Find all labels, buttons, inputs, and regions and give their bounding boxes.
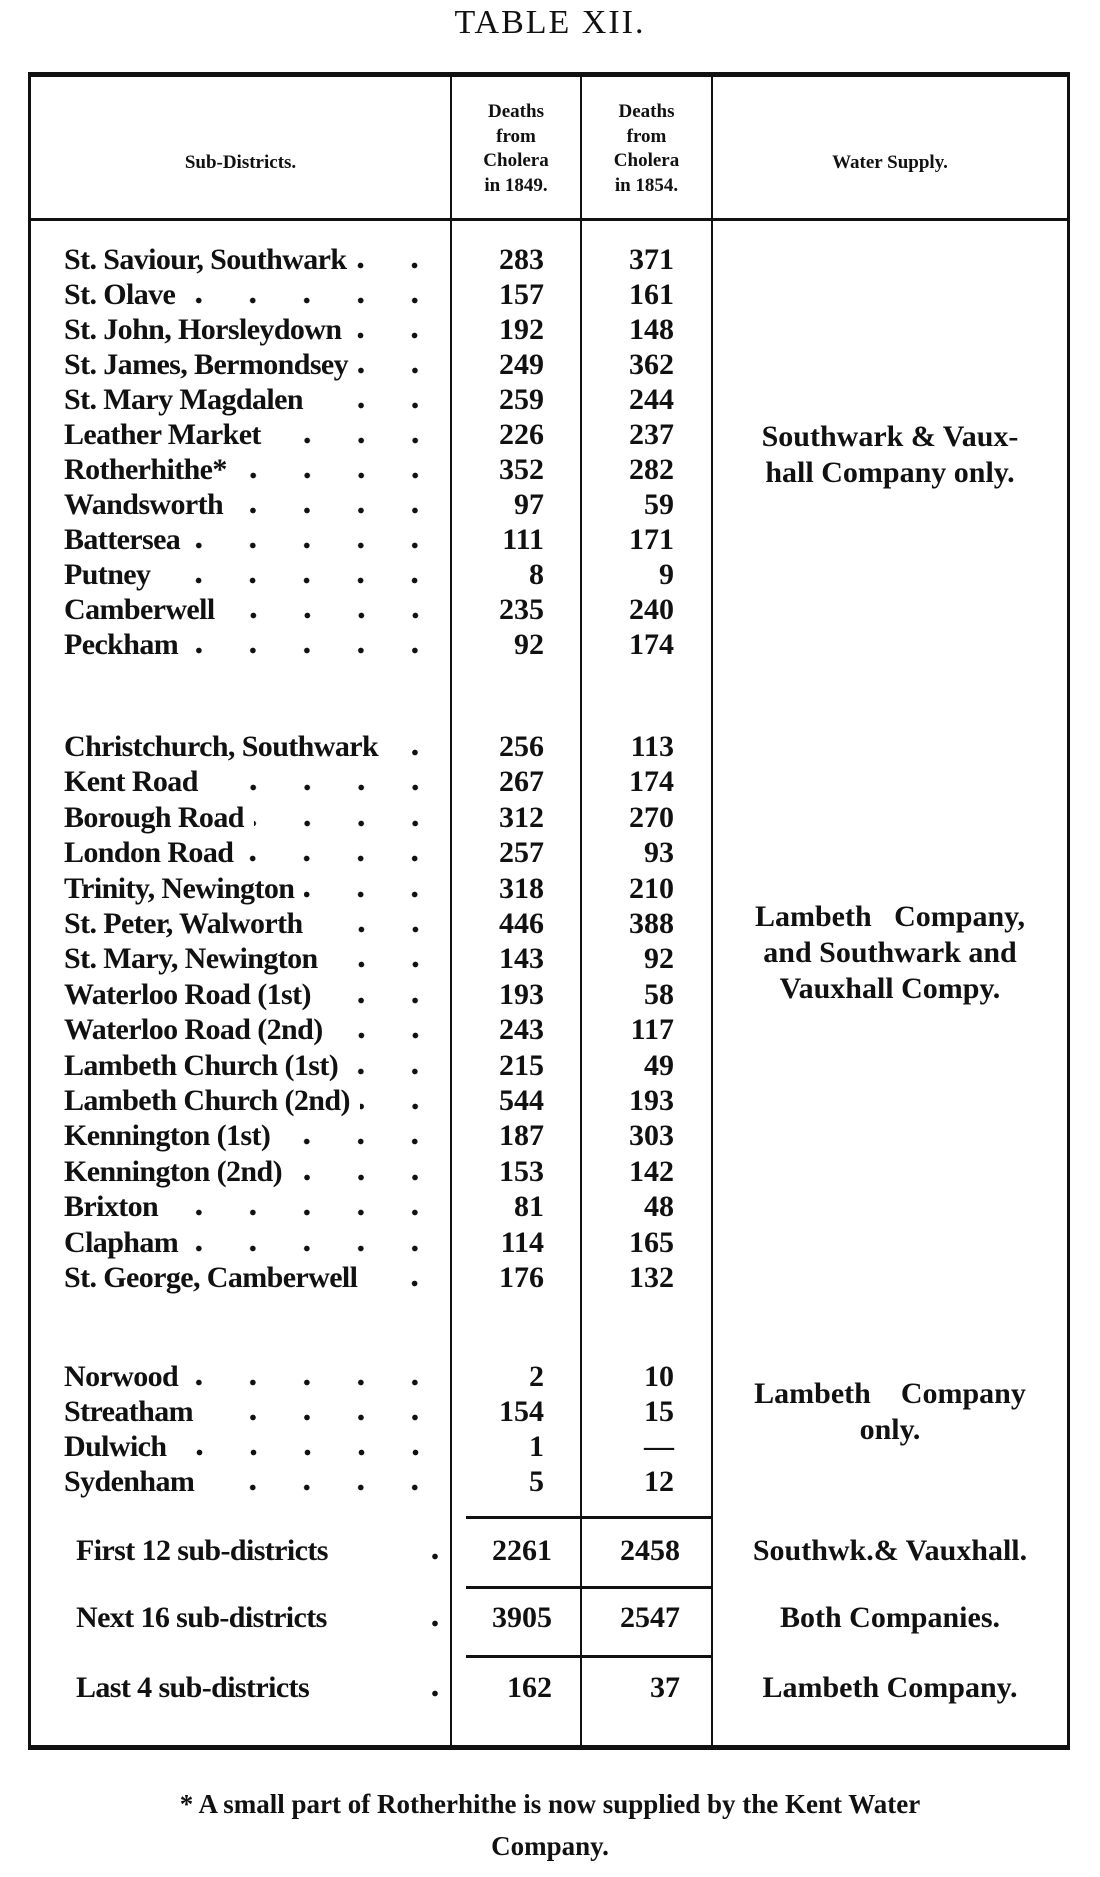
sub-district-name	[64, 800, 442, 835]
dot-leader	[225, 592, 442, 627]
sub-district-label: Peckham	[64, 628, 179, 661]
deaths-1849: 226	[499, 418, 544, 451]
table-row	[0, 242, 1100, 277]
sub-district-label: Leather Market	[64, 418, 261, 451]
table-row	[0, 1012, 1100, 1047]
deaths-1849: 352	[499, 453, 544, 486]
footnote-line: Company.	[491, 1831, 609, 1861]
deaths-1849: 318	[499, 871, 544, 905]
deaths-1854: 362	[629, 348, 674, 381]
deaths-1854: 282	[629, 453, 674, 486]
dot-leader	[328, 941, 442, 976]
dot-leader	[243, 835, 442, 870]
table-row	[0, 382, 1100, 417]
deaths-1849: 267	[499, 765, 544, 799]
table-row	[0, 347, 1100, 382]
table-row	[0, 800, 1100, 835]
dot-leader	[188, 1225, 442, 1260]
total-1849: 2261	[492, 1534, 552, 1567]
header-line: Deaths	[618, 101, 675, 122]
dot-leader	[313, 906, 442, 941]
sub-district-name	[64, 941, 442, 976]
header-line: from	[496, 125, 536, 147]
sub-district-label: Clapham	[64, 1225, 179, 1259]
dot-leader	[333, 1012, 442, 1047]
deaths-1854: 237	[629, 418, 674, 451]
sub-district-label: Lambeth Church (1st)	[64, 1048, 339, 1082]
deaths-1849: 283	[499, 243, 544, 276]
deaths-1854: 171	[629, 523, 674, 556]
deaths-1854: 10	[644, 1360, 674, 1393]
table-row	[0, 729, 1100, 764]
table-row	[0, 1118, 1100, 1153]
table-row	[0, 557, 1100, 592]
deaths-1854: 244	[629, 383, 674, 416]
sub-district-name	[64, 1118, 442, 1153]
water-supply-line: and Southwark and	[763, 936, 1017, 969]
sub-district-name	[64, 1083, 442, 1118]
total-water-supply: Southwk.& Vauxhall.	[752, 1534, 1028, 1567]
deaths-1854: 193	[629, 1084, 674, 1117]
sub-district-name	[64, 764, 442, 799]
dot-leader	[237, 452, 442, 487]
sub-district-label: St. Mary Magdalen	[64, 383, 303, 416]
sub-district-label: St. Olave	[64, 278, 176, 311]
sub-district-label: Putney	[64, 558, 151, 591]
sub-district-name	[64, 242, 442, 277]
water-supply	[716, 1376, 1064, 1448]
deaths-1854: —	[644, 1430, 674, 1463]
sub-district-name	[64, 312, 442, 347]
footnote	[0, 1783, 1100, 1867]
footnote-line: * A small part of Rotherhithe is now supplied by the Kent Water	[179, 1789, 921, 1819]
deaths-1849: 257	[499, 836, 544, 870]
sub-district-label: St. John, Horsleydown	[64, 313, 342, 346]
deaths-1849: 97	[514, 488, 544, 521]
sub-district-name	[64, 627, 442, 662]
deaths-1854: 117	[630, 1013, 674, 1047]
sub-district-label: Trinity, Newington	[64, 871, 295, 905]
totals-rule	[466, 1655, 711, 1658]
sub-district-name	[64, 1464, 442, 1499]
dot-leader	[337, 1600, 442, 1635]
table-row	[0, 1189, 1100, 1224]
dot-leader	[188, 627, 442, 662]
total-water-supply: Lambeth Company.	[762, 1671, 1018, 1704]
water-supply-line: Lambeth Company,	[754, 900, 1026, 933]
deaths-1854: 161	[629, 278, 674, 311]
dot-leader	[321, 977, 442, 1012]
sub-district-label: Brixton	[64, 1190, 159, 1224]
sub-district-label: Sydenham	[64, 1465, 195, 1498]
sub-district-label: Camberwell	[64, 593, 215, 626]
sub-district-label: Battersea	[64, 523, 181, 556]
dot-leader	[168, 1189, 442, 1224]
water-supply-line: Lambeth Company	[754, 1377, 1026, 1410]
table-row	[0, 312, 1100, 347]
totals-label	[76, 1670, 442, 1705]
sub-district-label: Kennington (2nd)	[64, 1154, 282, 1188]
deaths-1854: 113	[630, 730, 674, 763]
deaths-1854: 48	[644, 1190, 674, 1224]
deaths-1849: 446	[499, 907, 544, 940]
header-bottom-rule	[31, 218, 1067, 221]
deaths-1849: 1	[529, 1430, 544, 1463]
header-sub-districts: Sub-Districts.	[184, 152, 297, 173]
deaths-1849: 235	[499, 593, 544, 626]
deaths-1849: 243	[499, 1013, 544, 1047]
table-row	[0, 1083, 1100, 1118]
sub-district-name	[64, 522, 442, 557]
dot-leader	[188, 1359, 442, 1394]
header-deaths-1854	[582, 100, 711, 198]
deaths-1854: 371	[629, 243, 674, 276]
table-row	[0, 764, 1100, 799]
water-supply-line: Southwark & Vaux-	[761, 420, 1019, 453]
sub-district-label: St. Peter, Walworth	[64, 907, 303, 940]
sub-district-label: Kennington (1st)	[64, 1119, 271, 1153]
sub-district-name	[64, 487, 442, 522]
total-1854: 37	[650, 1671, 680, 1704]
deaths-1854: 210	[629, 871, 674, 905]
dot-leader	[388, 729, 442, 764]
deaths-1849: 157	[499, 278, 544, 311]
water-supply	[716, 899, 1064, 1007]
sub-district-name	[64, 592, 442, 627]
total-water-supply: Both Companies.	[779, 1601, 1001, 1634]
header-line: from	[626, 125, 667, 147]
sub-district-name	[64, 1189, 442, 1224]
deaths-1854: 92	[644, 942, 674, 976]
table-title: TABLE XII.	[454, 4, 646, 41]
deaths-1849: 153	[499, 1154, 544, 1188]
sub-district-label: Streatham	[64, 1395, 194, 1428]
table-row	[0, 1048, 1100, 1083]
sub-district-label: Wandsworth	[64, 488, 224, 521]
dot-leader	[185, 277, 442, 312]
deaths-1849: 114	[500, 1225, 544, 1259]
deaths-1849: 2	[529, 1360, 544, 1393]
table-row	[0, 592, 1100, 627]
deaths-1849: 8	[529, 558, 544, 591]
deaths-1854: 174	[629, 765, 674, 799]
deaths-1849: 154	[499, 1395, 544, 1428]
deaths-1854: 15	[644, 1395, 674, 1428]
sub-district-name	[64, 1154, 442, 1189]
sub-district-label: St. George, Camberwell	[64, 1261, 358, 1294]
deaths-1854: 49	[644, 1048, 674, 1082]
sub-district-label: Waterloo Road (1st)	[64, 977, 311, 1011]
dot-leader	[348, 1048, 442, 1083]
totals-label	[76, 1533, 442, 1568]
sub-district-label: Lambeth Church (2nd)	[64, 1084, 350, 1117]
sub-district-label: Borough Road	[64, 800, 244, 834]
total-1854: 2547	[620, 1601, 680, 1634]
totals-label-text: Next 16 sub-districts	[76, 1601, 327, 1634]
deaths-1854: 93	[644, 836, 674, 870]
deaths-1854: 174	[629, 628, 674, 661]
deaths-1854: 165	[629, 1225, 674, 1259]
total-1849: 3905	[492, 1601, 552, 1634]
water-supply-line: Vauxhall Compy.	[779, 972, 1001, 1005]
deaths-1849: 111	[502, 523, 544, 556]
header-line: in 1849.	[484, 174, 548, 196]
deaths-1854: 142	[629, 1154, 674, 1188]
dot-leader	[319, 1670, 442, 1705]
sub-district-label: Kent Road	[64, 765, 198, 799]
dot-leader	[313, 382, 442, 417]
sub-district-label: London Road	[64, 836, 234, 870]
deaths-1849: 256	[499, 730, 544, 763]
deaths-1849: 143	[499, 942, 544, 976]
dot-leader	[204, 1464, 442, 1499]
deaths-1849: 249	[499, 348, 544, 381]
deaths-1854: 59	[644, 488, 674, 521]
table-bottom-border	[28, 1745, 1070, 1750]
sub-district-name	[64, 835, 442, 870]
dot-leader	[304, 871, 442, 906]
deaths-1849: 193	[499, 977, 544, 1011]
table-row	[0, 835, 1100, 870]
sub-district-name	[64, 452, 442, 487]
header-deaths-1849	[452, 100, 580, 198]
dot-leader	[208, 764, 442, 799]
table-row	[0, 1464, 1100, 1499]
total-1854: 2458	[620, 1534, 680, 1567]
water-supply-line: hall Company only.	[765, 456, 1015, 489]
dot-leader	[254, 800, 442, 835]
table-row	[0, 522, 1100, 557]
deaths-1849: 92	[514, 628, 544, 661]
totals-row	[0, 1670, 1100, 1705]
table-top-border	[28, 72, 1070, 77]
totals-row	[0, 1600, 1100, 1635]
deaths-1849: 544	[499, 1084, 544, 1117]
deaths-1849: 192	[499, 313, 544, 346]
dot-leader	[360, 1083, 442, 1118]
sub-district-label: St. Mary, Newington	[64, 942, 318, 976]
sub-district-label: Christchurch, Southwark	[64, 730, 379, 763]
dot-leader	[271, 417, 442, 452]
sub-district-name	[64, 1225, 442, 1260]
sub-district-label: St. Saviour, Southwark	[64, 243, 347, 276]
deaths-1854: 12	[644, 1465, 674, 1498]
totals-label-text: Last 4 sub-districts	[76, 1671, 310, 1704]
dot-leader	[190, 522, 442, 557]
dot-leader	[367, 1260, 442, 1295]
header-line: Cholera	[483, 150, 549, 171]
deaths-1849: 176	[499, 1261, 544, 1294]
deaths-1854: 240	[629, 593, 674, 626]
dot-leader	[358, 347, 442, 382]
dot-leader	[160, 557, 442, 592]
totals-rule	[466, 1586, 711, 1589]
table-row	[0, 487, 1100, 522]
dot-leader	[338, 1533, 442, 1568]
sub-district-label: Norwood	[64, 1360, 179, 1393]
sub-district-name	[64, 1394, 442, 1429]
deaths-1854: 58	[644, 977, 674, 1011]
sub-district-name	[64, 1429, 442, 1464]
deaths-1849: 312	[499, 800, 544, 834]
deaths-1849: 259	[499, 383, 544, 416]
sub-district-name	[64, 417, 442, 452]
deaths-1854: 132	[629, 1261, 674, 1294]
water-supply-line: only.	[859, 1413, 921, 1446]
dot-leader	[292, 1154, 442, 1189]
totals-row	[0, 1533, 1100, 1568]
deaths-1854: 148	[629, 313, 674, 346]
header-line: Cholera	[613, 150, 680, 171]
dot-leader	[233, 487, 442, 522]
sub-district-label: St. James, Bermondsey	[64, 348, 349, 381]
sub-district-name	[64, 871, 442, 906]
deaths-1854: 9	[659, 558, 674, 591]
sub-district-label: Rotherhithe*	[64, 453, 227, 486]
sub-district-name	[64, 382, 442, 417]
deaths-1854: 388	[629, 907, 674, 940]
sub-district-name	[64, 906, 442, 941]
totals-label-text: First 12 sub-districts	[76, 1534, 328, 1567]
sub-district-label: Waterloo Road (2nd)	[64, 1013, 323, 1047]
dot-leader	[280, 1118, 442, 1153]
sub-district-name	[64, 277, 442, 312]
deaths-1849: 5	[529, 1465, 544, 1498]
dot-leader	[356, 242, 442, 277]
header-water-supply: Water Supply.	[832, 152, 948, 173]
sub-district-name	[64, 729, 442, 764]
totals-rule	[466, 1516, 711, 1519]
total-1849: 162	[507, 1671, 552, 1704]
dot-leader	[351, 312, 442, 347]
deaths-1849: 187	[499, 1119, 544, 1153]
table-row	[0, 627, 1100, 662]
sub-district-name	[64, 1048, 442, 1083]
dot-leader	[203, 1394, 442, 1429]
deaths-1849: 81	[514, 1190, 544, 1224]
deaths-1854: 270	[629, 800, 674, 834]
sub-district-name	[64, 1359, 442, 1394]
water-supply	[716, 419, 1064, 491]
table-row	[0, 277, 1100, 312]
deaths-1849: 215	[499, 1048, 544, 1082]
dot-leader	[177, 1429, 443, 1464]
totals-label	[76, 1600, 442, 1635]
table-row	[0, 1154, 1100, 1189]
sub-district-name	[64, 557, 442, 592]
header-line: Deaths	[488, 101, 544, 122]
deaths-1854: 303	[629, 1119, 674, 1153]
table-row	[0, 1225, 1100, 1260]
sub-district-name	[64, 1260, 442, 1295]
sub-district-name	[64, 347, 442, 382]
header-line: in 1854.	[614, 174, 679, 196]
sub-district-label: Dulwich	[64, 1430, 167, 1463]
sub-district-name	[64, 977, 442, 1012]
table-row	[0, 1260, 1100, 1295]
sub-district-name	[64, 1012, 442, 1047]
